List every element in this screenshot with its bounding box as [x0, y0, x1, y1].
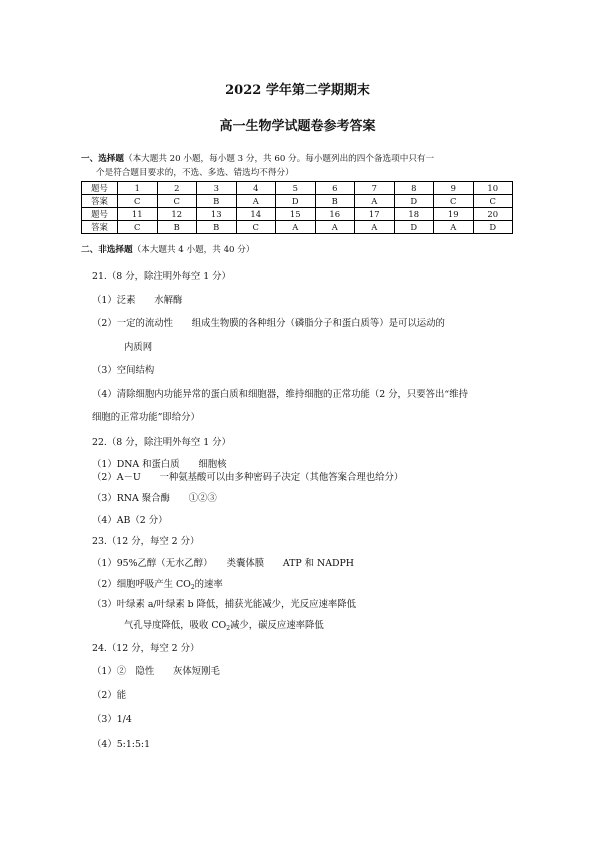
section2-note: （本大题共 4 小题，共 40 分）: [132, 245, 255, 255]
question-number: 19: [434, 208, 474, 221]
answer-cell: A: [236, 195, 276, 208]
answer-cell: A: [276, 221, 316, 234]
q21-answer-2: （2）一定的流动性 组成生物膜的各种组分（磷脂分子和蛋白质等）是可以运动的: [92, 318, 445, 329]
section1-line1: [81, 152, 434, 164]
subscript: 2: [190, 584, 195, 591]
table-row: [82, 221, 513, 234]
q21-answer-4: （4）清除细胞内功能异常的蛋白质和细胞器，维持细胞的正常功能（2 分，只要答出“维持: [92, 389, 468, 400]
question-number: 12: [157, 208, 197, 221]
label-answer: 答案: [82, 221, 118, 234]
table-row: [82, 182, 513, 195]
page-subtitle: 高一生物学试题卷参考答案: [219, 119, 376, 134]
question-number: 15: [276, 208, 316, 221]
question-number: 16: [315, 208, 355, 221]
question-number: 20: [473, 208, 513, 221]
q21-answer-1: （1）泛素 水解酶: [92, 295, 183, 306]
answer-cell: B: [315, 195, 355, 208]
label-answer: 答案: [82, 195, 118, 208]
section1-heading: 一、选择题: [81, 154, 124, 164]
answer-cell: C: [118, 221, 158, 234]
q23-answer-3: （3）叶绿素 a/叶绿素 b 降低，捕获光能减少，光反应速率降低: [92, 599, 357, 610]
answer-cell: D: [276, 195, 316, 208]
label-question: 题号: [82, 208, 118, 221]
answer-cell: B: [197, 221, 237, 234]
q21-answer-3: （3）空间结构: [92, 365, 155, 376]
q23-answer-2-text: （2）细胞呼吸产生 CO: [92, 579, 191, 590]
answer-cell: D: [394, 221, 434, 234]
q23-answer-3-cont-text: 气孔导度降低，吸收 CO: [124, 620, 227, 631]
q23-answer-2-tail: 的速率: [194, 579, 223, 590]
question-number: 2: [157, 182, 197, 195]
q21-header: 21.（8 分，除注明外每空 1 分）: [92, 271, 231, 282]
q22-answer-1: （1）DNA 和蛋白质 细胞核: [92, 459, 227, 470]
q21-answer-2-cont: 内质网: [124, 342, 153, 353]
question-number: 17: [355, 208, 395, 221]
q23-answer-1: （1）95%乙醇（无水乙醇） 类囊体膜 ATP 和 NADPH: [92, 558, 354, 569]
answer-cell: C: [434, 195, 474, 208]
question-number: 14: [236, 208, 276, 221]
answer-cell: B: [197, 195, 237, 208]
question-number: 7: [355, 182, 395, 195]
q24-header: 24.（12 分，每空 2 分）: [92, 643, 200, 654]
question-number: 18: [394, 208, 434, 221]
label-question: 题号: [82, 182, 118, 195]
q22-answer-3: （3）RNA 聚合酶 ①②③: [92, 493, 217, 504]
answer-cell: C: [118, 195, 158, 208]
question-number: 1: [118, 182, 158, 195]
question-number: 5: [276, 182, 316, 195]
q23-answer-3-cont: [124, 617, 324, 632]
question-number: 4: [236, 182, 276, 195]
q24-answer-4: （4）5:1:5:1: [92, 739, 151, 750]
q23-answer-3-cont-tail: 减少，碳反应速率降低: [230, 620, 324, 631]
answer-cell: C: [236, 221, 276, 234]
q24-answer-2: （2）能: [92, 690, 127, 701]
section1-note-line2: 个是符合题目要求的，不选、多选、错选均不得分）: [96, 168, 294, 178]
answer-cell: A: [355, 221, 395, 234]
table-row: [82, 208, 513, 221]
answer-cell: D: [473, 221, 513, 234]
page-title: 2022 学年第二学期期末: [225, 83, 370, 98]
q22-header: 22.（8 分，除注明外每空 1 分）: [92, 437, 231, 448]
question-number: 11: [118, 208, 158, 221]
q22-answer-2: （2）A－U 一种氨基酸可以由多种密码子决定（其他答案合理也给分）: [92, 472, 404, 483]
question-number: 10: [473, 182, 513, 195]
section2-heading: 二、非选择题: [81, 245, 133, 255]
q23-answer-2: [92, 576, 223, 591]
q24-answer-1: （1）② 隐性 灰体短刚毛: [92, 666, 220, 677]
section1-note-line1: （本大题共 20 小题，每小题 3 分，共 60 分。每小题列出的四个备选项中只有一: [123, 154, 435, 164]
section2-line: [81, 243, 254, 255]
question-number: 8: [394, 182, 434, 195]
question-number: 3: [197, 182, 237, 195]
q23-header: 23.（12 分，每空 2 分）: [92, 536, 200, 547]
q21-answer-4-cont: 细胞的正常功能”即给分）: [92, 412, 200, 423]
question-number: 9: [434, 182, 474, 195]
answer-cell: C: [473, 195, 513, 208]
answer-table: [81, 181, 513, 234]
q24-answer-3: （3）1/4: [92, 714, 132, 725]
table-row: [82, 195, 513, 208]
question-number: 13: [197, 208, 237, 221]
answer-cell: A: [355, 195, 395, 208]
answer-cell: D: [394, 195, 434, 208]
answer-cell: C: [157, 195, 197, 208]
q22-answer-4: （4）AB（2 分）: [92, 515, 168, 526]
answer-cell: B: [157, 221, 197, 234]
answer-cell: A: [434, 221, 474, 234]
answer-cell: A: [315, 221, 355, 234]
subscript: 2: [226, 625, 231, 632]
question-number: 6: [315, 182, 355, 195]
